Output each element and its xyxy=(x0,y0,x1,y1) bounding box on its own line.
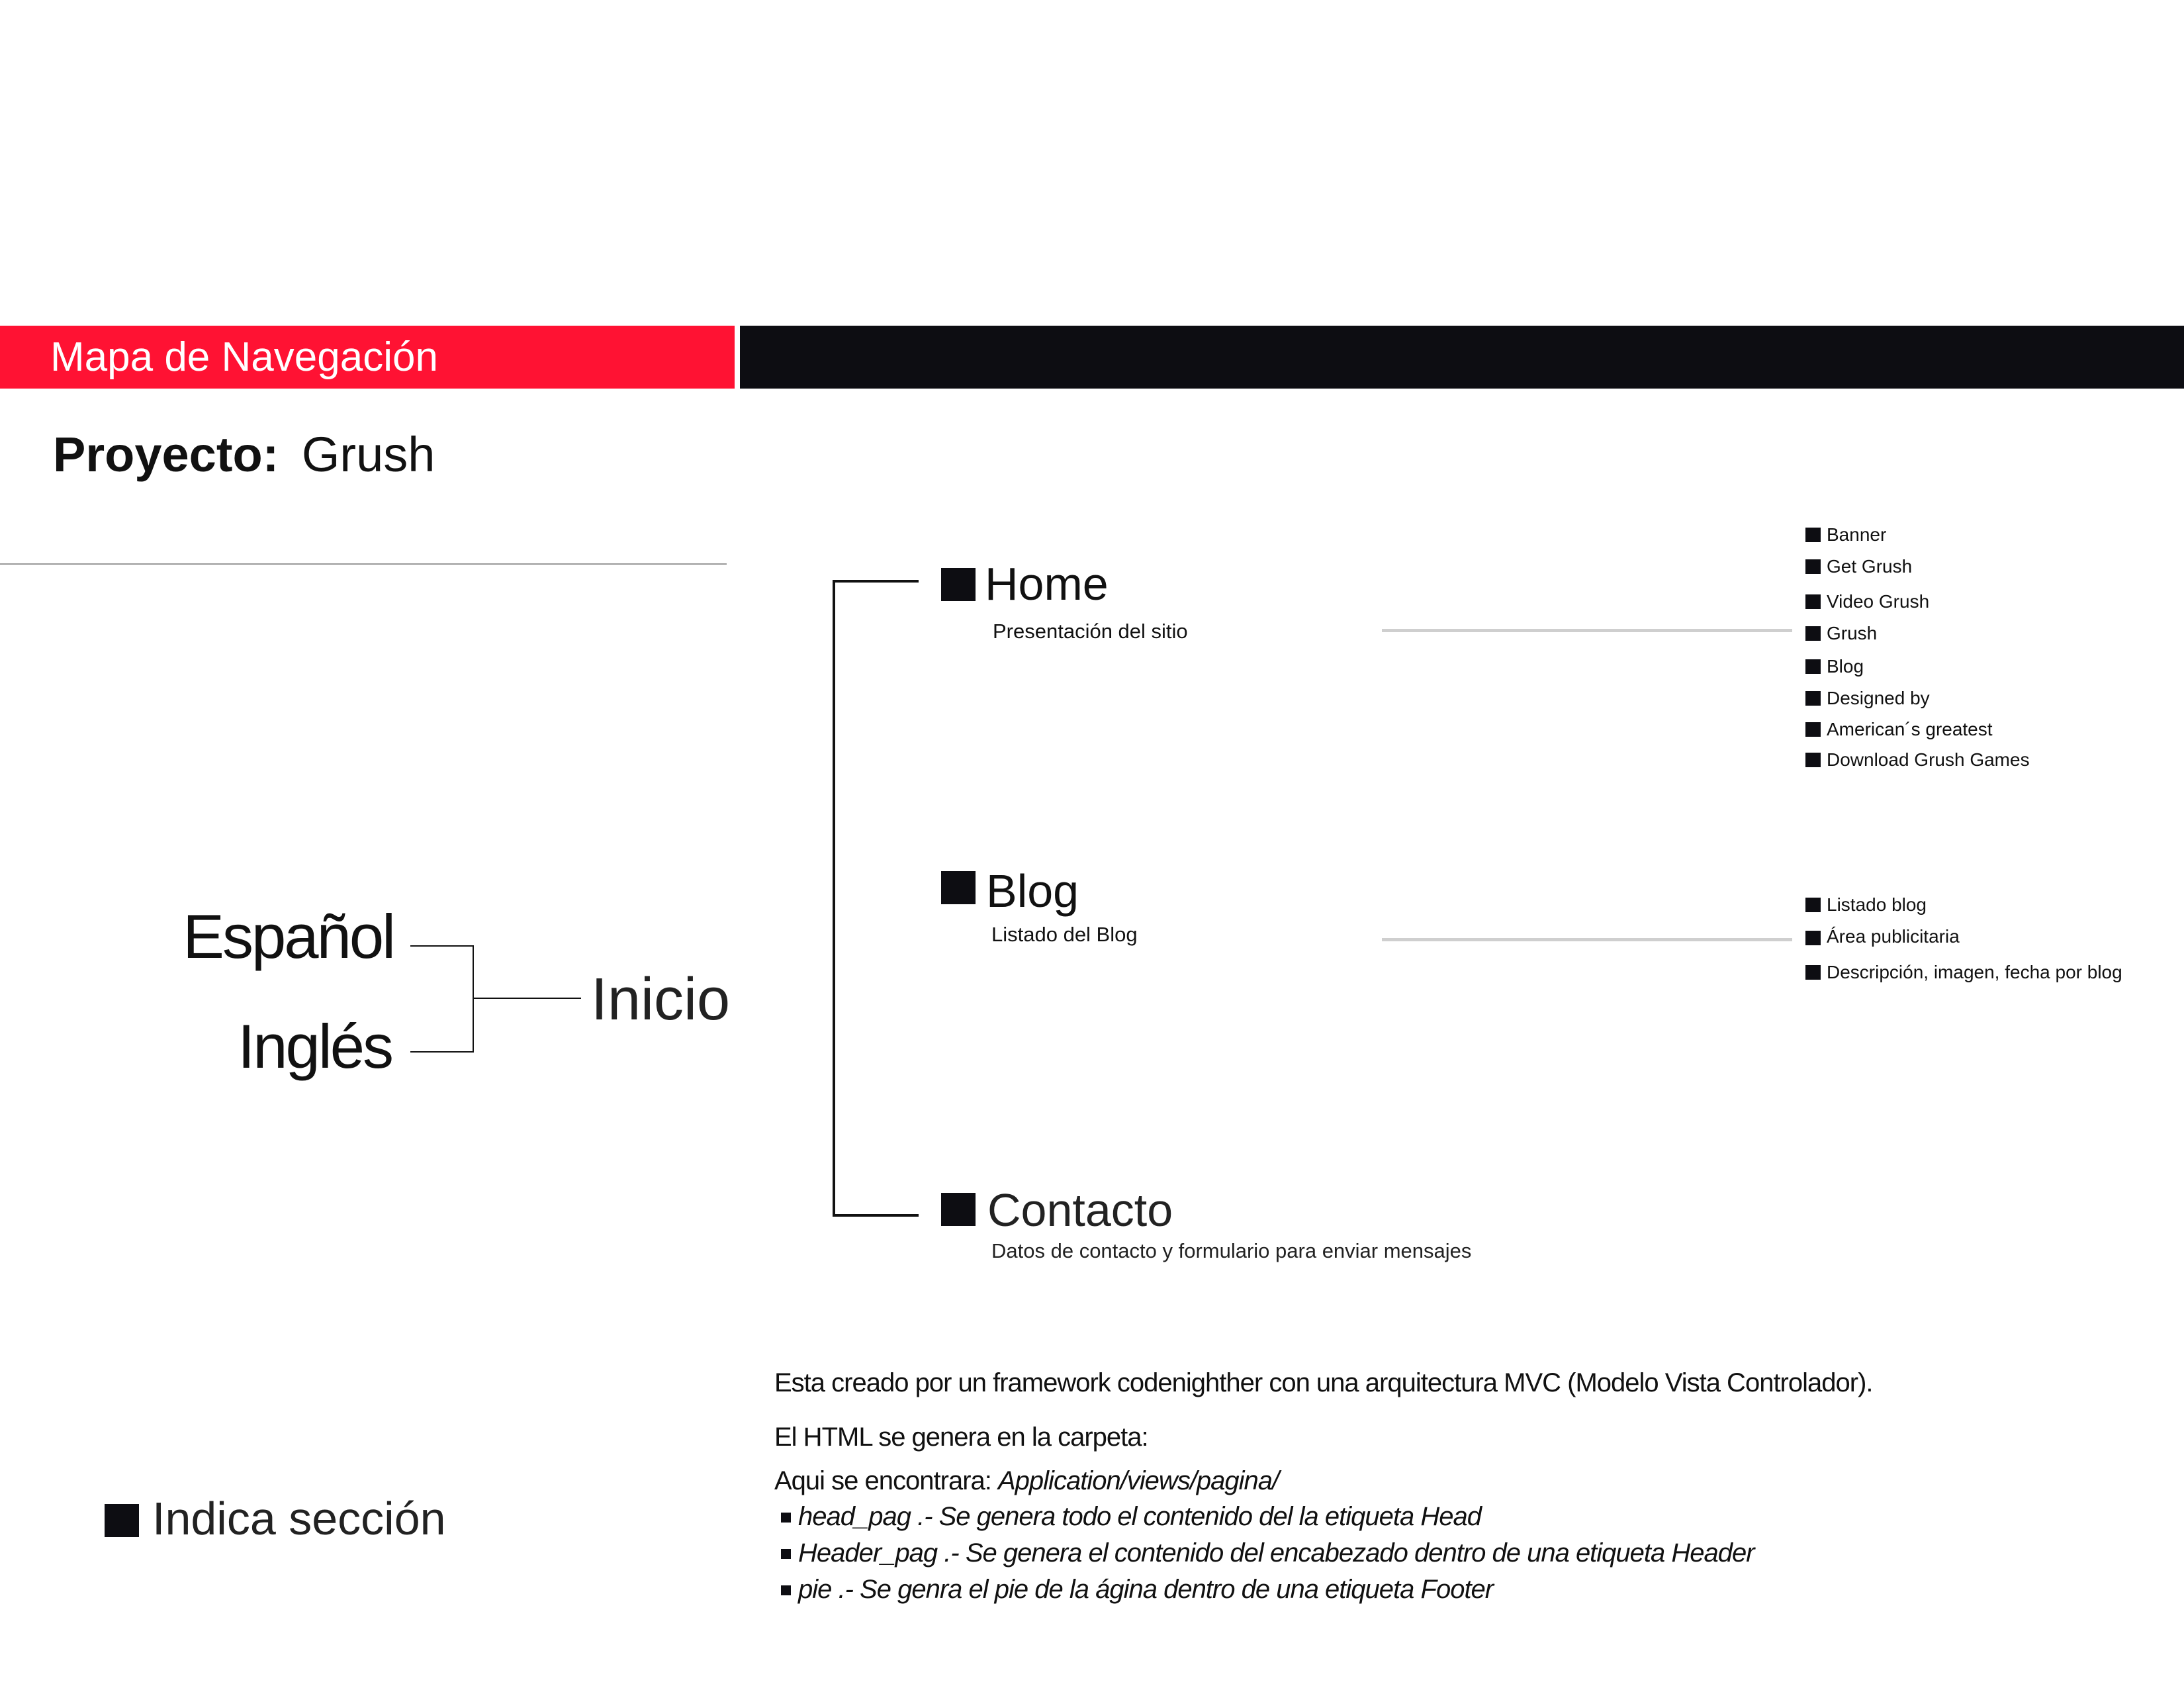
language-ingles: Inglés xyxy=(238,1011,392,1081)
list-item-label: Get Grush xyxy=(1827,556,1913,577)
blog-connector xyxy=(1382,938,1792,941)
section-contacto-subtitle: Datos de contacto y formulario para enviar mensajes xyxy=(991,1239,1472,1262)
bullet-square-icon xyxy=(781,1585,791,1595)
home-connector xyxy=(1382,629,1792,632)
header-title: Mapa de Navegación xyxy=(50,334,438,380)
list-item-label: Descripción, imagen, fecha por blog xyxy=(1827,962,2122,982)
list-item-label: Banner xyxy=(1827,524,1887,545)
connector-languages-vertical xyxy=(473,945,474,1053)
project-divider xyxy=(0,563,727,565)
header-dark-block xyxy=(740,326,2184,389)
list-item-label: Grush xyxy=(1827,623,1878,643)
section-marker-icon xyxy=(941,1193,976,1226)
bullet-square-icon xyxy=(1805,753,1821,767)
list-item-label: American´s greatest xyxy=(1827,719,1993,739)
connector-espanol xyxy=(410,945,474,947)
language-espanol: Español xyxy=(183,902,394,971)
inicio-node: Inicio xyxy=(591,966,731,1033)
bullet-square-icon xyxy=(1805,659,1821,674)
note-line-3-prefix: Aqui se encontrara: xyxy=(774,1466,998,1495)
bullet-square-icon xyxy=(1805,559,1821,574)
bullet-square-icon xyxy=(1805,528,1821,542)
sections-bracket-vertical xyxy=(833,580,835,1217)
bullet-square-icon xyxy=(1805,898,1821,912)
project-label: Proyecto: xyxy=(53,427,279,482)
bullet-square-icon xyxy=(1805,722,1821,737)
list-item-label: Video Grush xyxy=(1827,591,1930,612)
bullet-square-icon xyxy=(781,1549,791,1559)
note-line-2: El HTML se genera en la carpeta: xyxy=(774,1423,1148,1452)
legend-square-icon xyxy=(105,1504,139,1537)
connector-to-inicio xyxy=(474,998,581,999)
list-item-label: Designed by xyxy=(1827,688,1930,708)
list-item-label: Listado blog xyxy=(1827,894,1927,915)
section-blog-title: Blog xyxy=(986,865,1079,917)
list-item-label: Download Grush Games xyxy=(1827,749,2030,770)
bullet-square-icon xyxy=(1805,626,1821,641)
section-home-subtitle: Presentación del sitio xyxy=(993,620,1188,643)
list-item-label: Blog xyxy=(1827,656,1864,677)
bracket-bottom-arm xyxy=(833,1214,919,1217)
section-blog-subtitle: Listado del Blog xyxy=(991,923,1138,946)
bullet-square-icon xyxy=(1805,594,1821,609)
note-line-1: Esta creado por un framework codenighther con una arquitectura MVC (Modelo Vista Controlador). xyxy=(774,1368,1873,1397)
bullet-square-icon xyxy=(1805,691,1821,706)
bullet-square-icon xyxy=(781,1513,791,1523)
section-contacto-title: Contacto xyxy=(987,1184,1173,1236)
section-marker-icon xyxy=(941,871,976,904)
connector-ingles xyxy=(410,1051,474,1053)
bracket-top-arm xyxy=(833,580,919,583)
project-heading xyxy=(53,425,435,485)
project-name: Grush xyxy=(301,427,435,482)
note-line-3 xyxy=(774,1464,1279,1497)
list-item-label: Área publicitaria xyxy=(1827,926,1960,947)
bullet-square-icon xyxy=(1805,931,1821,945)
legend-label: Indica sección xyxy=(152,1493,446,1544)
note-bullet: Header_pag .- Se genera el contenido del encabezado dentro de una etiqueta Header xyxy=(798,1538,1754,1568)
note-bullet: pie .- Se genra el pie de la ágina dentro de una etiqueta Footer xyxy=(798,1575,1494,1604)
note-line-3-path: Application/views/pagina/ xyxy=(998,1466,1279,1495)
bullet-square-icon xyxy=(1805,965,1821,980)
note-bullet: head_pag .- Se genera todo el contenido del la etiqueta Head xyxy=(798,1502,1481,1531)
section-marker-icon xyxy=(941,568,976,601)
section-home-title: Home xyxy=(985,558,1109,610)
